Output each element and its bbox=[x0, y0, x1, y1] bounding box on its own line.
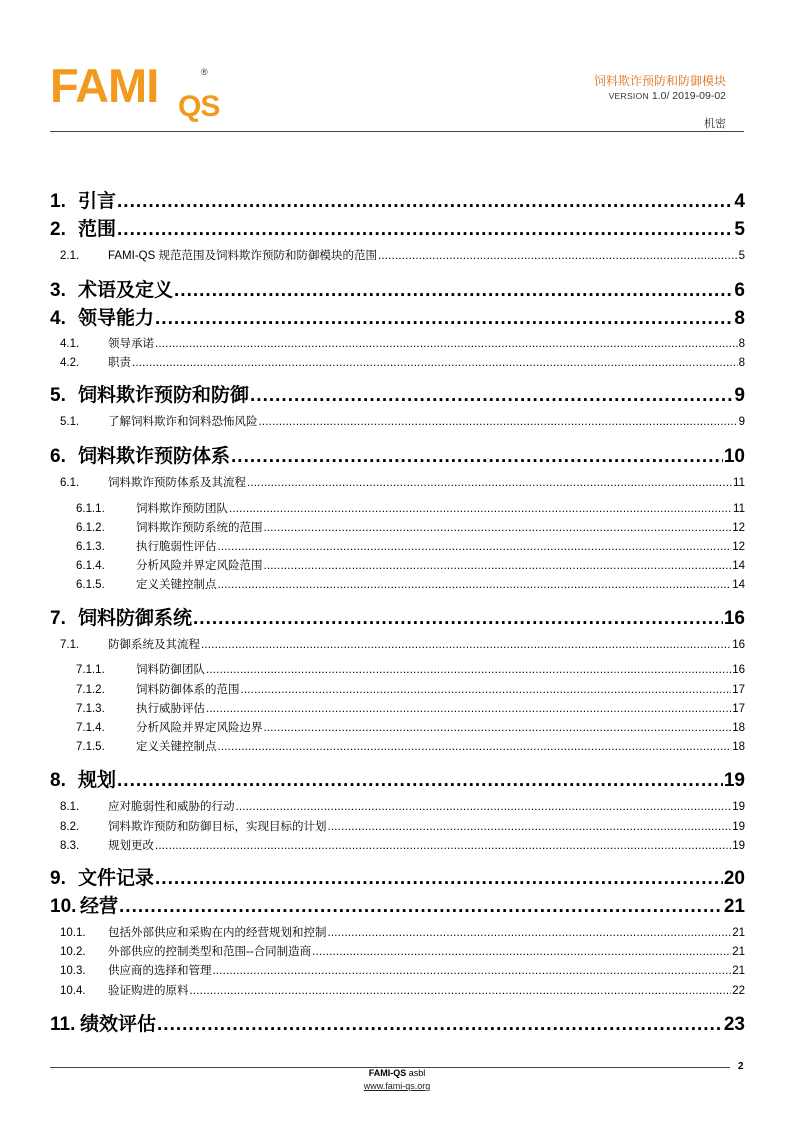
footer-url-link[interactable]: www.fami-qs.org bbox=[363, 1081, 431, 1091]
toc-dot-leader bbox=[117, 191, 733, 213]
toc-dot-leader bbox=[218, 579, 732, 591]
toc-entry-number: 7.1.4. bbox=[76, 722, 105, 734]
toc-entry-page: 21 bbox=[732, 927, 745, 939]
toc-entry-7-1-3[interactable] bbox=[50, 700, 745, 715]
toc-entry-number: 10.4. bbox=[60, 985, 86, 997]
toc-entry-7-1-2[interactable] bbox=[50, 681, 745, 696]
toc-dot-leader bbox=[155, 840, 731, 852]
toc-entry-number: 6.1.2. bbox=[76, 522, 105, 534]
toc-entry-title: 领导能力 bbox=[78, 308, 155, 329]
toc-entry-page: 19 bbox=[732, 801, 745, 813]
toc-entry-number: 7.1.2. bbox=[76, 684, 105, 696]
toc-entry-page: 8 bbox=[734, 308, 745, 329]
toc-entry-number: 10.3. bbox=[60, 965, 86, 977]
toc-entry-page: 5 bbox=[738, 250, 745, 262]
toc-entry-page: 19 bbox=[732, 840, 745, 852]
confidentiality-label: 机密 bbox=[704, 118, 726, 130]
toc-entry-8-2[interactable] bbox=[50, 818, 745, 833]
toc-entry-number: 4.1. bbox=[60, 338, 80, 350]
toc-entry-page: 23 bbox=[723, 1014, 745, 1035]
toc-entry-title: 应对脆弱性和威胁的行动 bbox=[108, 801, 235, 813]
version-label: VERSION bbox=[608, 91, 649, 101]
toc-dot-leader bbox=[155, 308, 733, 330]
toc-entry-2-1[interactable] bbox=[50, 247, 745, 262]
toc-entry-number: 9. bbox=[50, 868, 66, 889]
toc-entry-9[interactable] bbox=[50, 863, 745, 887]
toc-entry-title: 饲料欺诈预防体系及其流程 bbox=[108, 477, 246, 489]
toc-entry-page: 9 bbox=[734, 385, 745, 406]
toc-entry-10[interactable] bbox=[50, 891, 745, 915]
toc-entry-number: 6.1.4. bbox=[76, 560, 105, 572]
toc-entry-6[interactable] bbox=[50, 441, 745, 465]
toc-dot-leader bbox=[206, 664, 731, 676]
toc-entry-title: 经营 bbox=[80, 896, 119, 917]
logo-registered-mark: ® bbox=[201, 67, 208, 77]
footer-org-suffix: asbl bbox=[406, 1068, 426, 1078]
toc-entry-page: 21 bbox=[732, 946, 745, 958]
toc-entry-number: 11. bbox=[50, 1014, 76, 1035]
footer-org-name: FAMI-QS bbox=[368, 1068, 407, 1078]
toc-entry-number: 7. bbox=[50, 608, 66, 629]
toc-entry-title: 饲料欺诈预防团队 bbox=[136, 503, 228, 515]
toc-dot-leader bbox=[259, 416, 738, 428]
toc-entry-title: 饲料欺诈预防体系 bbox=[78, 446, 231, 467]
toc-entry-number: 6.1. bbox=[60, 477, 80, 489]
toc-entry-number: 10.2. bbox=[60, 946, 86, 958]
toc-dot-leader bbox=[132, 357, 738, 369]
toc-entry-page: 18 bbox=[732, 722, 745, 734]
toc-entry-page: 20 bbox=[723, 868, 745, 889]
toc-dot-leader bbox=[312, 946, 731, 958]
toc-entry-number: 3. bbox=[50, 280, 66, 301]
toc-dot-leader bbox=[218, 541, 732, 553]
toc-entry-number: 7.1.1. bbox=[76, 664, 105, 676]
toc-entry-6-1-5[interactable] bbox=[50, 576, 745, 591]
toc-entry-title: 验证购进的原料 bbox=[108, 985, 189, 997]
toc-dot-leader bbox=[247, 477, 732, 489]
toc-entry-10-2[interactable] bbox=[50, 943, 745, 958]
toc-entry-title: 规划更改 bbox=[108, 840, 154, 852]
toc-dot-leader bbox=[218, 741, 732, 753]
toc-entry-6-1[interactable] bbox=[50, 474, 745, 489]
toc-dot-leader bbox=[193, 608, 723, 630]
toc-entry-7-1-4[interactable] bbox=[50, 719, 745, 734]
header-divider bbox=[50, 131, 744, 132]
toc-entry-7-1-1[interactable] bbox=[50, 661, 745, 676]
toc-entry-title: 范围 bbox=[78, 219, 117, 240]
toc-entry-number: 2. bbox=[50, 219, 66, 240]
toc-entry-page: 10 bbox=[723, 446, 745, 467]
logo-qs-text: QS bbox=[178, 90, 220, 122]
toc-entry-page: 17 bbox=[732, 684, 745, 696]
toc-dot-leader bbox=[190, 985, 732, 997]
toc-entry-title: 饲料防御系统 bbox=[78, 608, 193, 629]
toc-entry-6-1-4[interactable] bbox=[50, 557, 745, 572]
toc-entry-title: 饲料防御体系的范围 bbox=[136, 684, 240, 696]
toc-entry-number: 7.1.5. bbox=[76, 741, 105, 753]
toc-entry-2[interactable] bbox=[50, 214, 745, 238]
toc-entry-title: 饲料欺诈预防系统的范围 bbox=[136, 522, 263, 534]
toc-entry-page: 6 bbox=[734, 280, 745, 301]
toc-dot-leader bbox=[155, 868, 723, 890]
toc-entry-number: 5. bbox=[50, 385, 66, 406]
toc-entry-title: FAMI-QS 规范范围及饲料欺诈预防和防御模块的范围 bbox=[108, 250, 377, 262]
toc-entry-number: 6.1.1. bbox=[76, 503, 105, 515]
toc-entry-8-3[interactable] bbox=[50, 837, 745, 852]
toc-dot-leader bbox=[229, 503, 732, 515]
toc-dot-leader bbox=[201, 639, 731, 651]
toc-entry-10-1[interactable] bbox=[50, 924, 745, 939]
toc-dot-leader bbox=[231, 446, 723, 468]
toc-entry-title: 术语及定义 bbox=[78, 280, 174, 301]
toc-entry-page: 16 bbox=[732, 664, 745, 676]
toc-entry-8-1[interactable] bbox=[50, 798, 745, 813]
toc-entry-page: 21 bbox=[723, 896, 745, 917]
toc-entry-page: 4 bbox=[734, 191, 745, 212]
toc-dot-leader bbox=[250, 385, 733, 407]
toc-entry-title: 分析风险并界定风险边界 bbox=[136, 722, 263, 734]
toc-entry-page: 16 bbox=[723, 608, 745, 629]
toc-entry-title: 外部供应的控制类型和范围--合同制造商 bbox=[108, 946, 312, 958]
toc-entry-title: 执行脆弱性评估 bbox=[136, 541, 217, 553]
toc-dot-leader bbox=[241, 684, 732, 696]
toc-entry-page: 12 bbox=[732, 541, 745, 553]
toc-dot-leader bbox=[264, 722, 732, 734]
toc-entry-title: 文件记录 bbox=[78, 868, 155, 889]
toc-entry-title: 供应商的选择和管理 bbox=[108, 965, 212, 977]
toc-entry-7[interactable] bbox=[50, 603, 745, 627]
toc-entry-title: 饲料欺诈预防和防御 bbox=[78, 385, 250, 406]
toc-entry-number: 10. bbox=[50, 896, 77, 917]
toc-entry-page: 9 bbox=[738, 416, 745, 428]
toc-entry-1[interactable] bbox=[50, 186, 745, 210]
toc-entry-title: 包括外部供应和采购在内的经营规划和控制 bbox=[108, 927, 327, 939]
toc-entry-page: 19 bbox=[723, 770, 745, 791]
toc-entry-6-1-2[interactable] bbox=[50, 519, 745, 534]
toc-entry-7-1[interactable] bbox=[50, 636, 745, 651]
toc-dot-leader bbox=[155, 338, 738, 350]
toc-entry-number: 8.3. bbox=[60, 840, 80, 852]
fami-qs-logo bbox=[50, 62, 250, 122]
toc-entry-page: 16 bbox=[732, 639, 745, 651]
toc-entry-title: 职责 bbox=[108, 357, 131, 369]
toc-entry-5-1[interactable] bbox=[50, 413, 745, 428]
toc-entry-page: 8 bbox=[738, 357, 745, 369]
toc-entry-title: 定义关键控制点 bbox=[136, 741, 217, 753]
toc-dot-leader bbox=[264, 560, 732, 572]
toc-entry-page: 8 bbox=[738, 338, 745, 350]
toc-entry-title: 执行威胁评估 bbox=[136, 703, 205, 715]
page-number: 2 bbox=[738, 1061, 744, 1072]
toc-entry-title: 引言 bbox=[78, 191, 117, 212]
toc-entry-number: 4.2. bbox=[60, 357, 80, 369]
toc-entry-title: 防御系统及其流程 bbox=[108, 639, 200, 651]
toc-entry-title: 定义关键控制点 bbox=[136, 579, 217, 591]
toc-entry-number: 6. bbox=[50, 446, 66, 467]
toc-entry-page: 14 bbox=[732, 560, 745, 572]
toc-entry-title: 绩效评估 bbox=[80, 1014, 157, 1035]
toc-entry-4-1[interactable] bbox=[50, 335, 745, 350]
toc-entry-number: 6.1.3. bbox=[76, 541, 105, 553]
toc-entry-page: 17 bbox=[732, 703, 745, 715]
toc-dot-leader bbox=[157, 1014, 723, 1036]
toc-entry-number: 4. bbox=[50, 308, 66, 329]
toc-entry-4[interactable] bbox=[50, 303, 745, 327]
toc-entry-number: 10.1. bbox=[60, 927, 86, 939]
toc-dot-leader bbox=[378, 250, 738, 262]
toc-entry-number: 2.1. bbox=[60, 250, 80, 262]
toc-dot-leader bbox=[119, 896, 723, 918]
toc-entry-title: 饲料防御团队 bbox=[136, 664, 205, 676]
version-value: 1.0/ 2019-09-02 bbox=[648, 90, 726, 102]
toc-entry-number: 7.1. bbox=[60, 639, 80, 651]
toc-entry-number: 8.1. bbox=[60, 801, 80, 813]
toc-entry-page: 19 bbox=[732, 821, 745, 833]
toc-entry-title: 领导承诺 bbox=[108, 338, 154, 350]
toc-entry-number: 8.2. bbox=[60, 821, 80, 833]
toc-dot-leader bbox=[117, 770, 723, 792]
toc-entry-title: 规划 bbox=[78, 770, 117, 791]
footer-org bbox=[0, 1068, 794, 1078]
toc-dot-leader bbox=[236, 801, 732, 813]
toc-dot-leader bbox=[213, 965, 732, 977]
toc-entry-11[interactable] bbox=[50, 1009, 745, 1033]
module-title: 饲料欺诈预防和防御模块 bbox=[593, 74, 726, 88]
toc-entry-10-3[interactable] bbox=[50, 962, 745, 977]
toc-entry-page: 11 bbox=[733, 503, 745, 515]
toc-entry-number: 5.1. bbox=[60, 416, 80, 428]
toc-entry-page: 12 bbox=[732, 522, 745, 534]
toc-entry-page: 11 bbox=[733, 477, 745, 489]
toc-entry-10-4[interactable] bbox=[50, 982, 745, 997]
toc-entry-number: 8. bbox=[50, 770, 66, 791]
toc-entry-title: 了解饲料欺诈和饲料恐怖风险 bbox=[108, 416, 258, 428]
toc-entry-title: 饲料欺诈预防和防御目标，实现目标的计划 bbox=[108, 821, 327, 833]
toc-entry-title: 分析风险并界定风险范围 bbox=[136, 560, 263, 572]
toc-entry-number: 7.1.3. bbox=[76, 703, 105, 715]
toc-entry-3[interactable] bbox=[50, 275, 745, 299]
toc-entry-6-1-1[interactable] bbox=[50, 500, 745, 515]
toc-entry-7-1-5[interactable] bbox=[50, 738, 745, 753]
toc-entry-page: 14 bbox=[732, 579, 745, 591]
toc-entry-5[interactable] bbox=[50, 380, 745, 404]
toc-dot-leader bbox=[264, 522, 732, 534]
toc-entry-page: 22 bbox=[732, 985, 745, 997]
logo-fami-text: FAMI bbox=[50, 62, 159, 112]
toc-dot-leader bbox=[328, 821, 732, 833]
toc-entry-4-2[interactable] bbox=[50, 354, 745, 369]
toc-entry-6-1-3[interactable] bbox=[50, 538, 745, 553]
toc-entry-number: 6.1.5. bbox=[76, 579, 105, 591]
toc-entry-page: 5 bbox=[734, 219, 745, 240]
toc-entry-page: 21 bbox=[732, 965, 745, 977]
toc-entry-number: 1. bbox=[50, 191, 66, 212]
version-info bbox=[609, 90, 726, 102]
toc-entry-page: 18 bbox=[732, 741, 745, 753]
toc-entry-8[interactable] bbox=[50, 765, 745, 789]
toc-dot-leader bbox=[328, 927, 732, 939]
toc-dot-leader bbox=[117, 219, 733, 241]
toc-dot-leader bbox=[174, 280, 733, 302]
toc-dot-leader bbox=[206, 703, 731, 715]
